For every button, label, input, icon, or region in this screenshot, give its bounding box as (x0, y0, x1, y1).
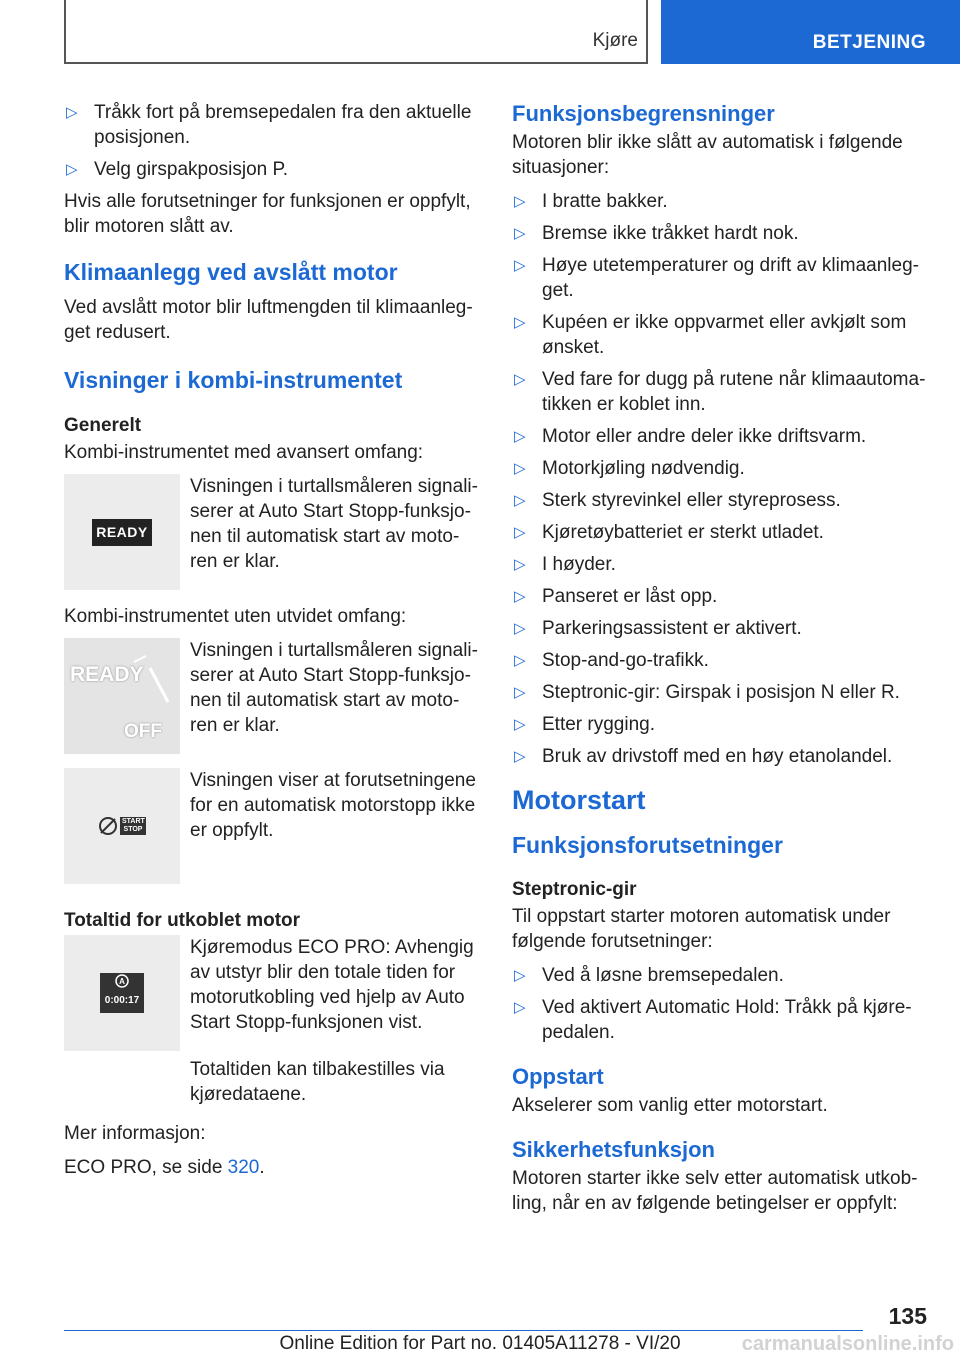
triangle-bullet-icon: ▷ (514, 588, 526, 605)
list-item: ▷ Kjøretøybatteriet er sterkt utladet. (514, 522, 824, 543)
start-stop-image (64, 768, 180, 884)
footer-divider (64, 1330, 863, 1331)
list-item: ▷ Stop-and-go-trafikk. (514, 650, 709, 671)
paragraph: Hvis alle forutsetninger for funksjonen er oppfylt, blir motoren slått av. (64, 191, 471, 237)
heading-funksjonsforutsetninger: Funksjonsforutsetninger (512, 832, 783, 858)
paragraph: Ved avslått motor blir luftmengden til klimaanleg-get redusert. (64, 297, 473, 343)
timer-badge: A 0:00:17 (100, 973, 144, 1013)
list-item: ▷ Tråkk fort på bremsepedalen fra den aktuelle posisjonen. (66, 102, 472, 148)
paragraph: Mer informasjon: (64, 1123, 206, 1144)
list-item: ▷ Høye utetemperaturer og drift av klimaanleg-get. (514, 255, 919, 301)
triangle-bullet-icon: ▷ (514, 652, 526, 669)
triangle-bullet-icon: ▷ (514, 748, 526, 765)
needle-icon (64, 638, 180, 754)
list-item: ▷ Parkeringsassistent er aktivert. (514, 618, 802, 639)
heading-generelt: Generelt (64, 415, 142, 436)
restriction-list (512, 189, 932, 769)
ready-display-image (64, 474, 180, 590)
paragraph: Kombi-instrumentet uten utvidet omfang: (64, 606, 407, 627)
triangle-bullet-icon: ▷ (514, 428, 526, 445)
triangle-bullet-icon: ▷ (514, 257, 526, 274)
triangle-bullet-icon: ▷ (514, 556, 526, 573)
heading-totaltid: Totaltid for utkoblet motor (64, 910, 301, 931)
list-item: ▷ Velg girspakposisjon P. (66, 159, 288, 180)
triangle-bullet-icon: ▷ (514, 492, 526, 509)
start-stop-crossed-icon: START STOP (98, 816, 146, 836)
list-item: ▷ Panseret er låst opp. (514, 586, 718, 607)
page-link-320[interactable]: 320 (227, 1157, 260, 1178)
paragraph: Akselerer som vanlig etter motorstart. (512, 1095, 828, 1116)
triangle-bullet-icon: ▷ (66, 161, 78, 178)
left-column (64, 100, 484, 1189)
list-item: ▷ Motor eller andre deler ikke driftsvarm. (514, 426, 867, 447)
triangle-bullet-icon: ▷ (514, 999, 526, 1016)
list-item: ▷ Sterk styrevinkel eller styreprosess. (514, 490, 841, 511)
ready-badge: READY (92, 519, 152, 546)
list-item: ▷ I høyder. (514, 554, 616, 575)
header-chapter-title: BETJENING (812, 32, 926, 53)
footer-edition: Online Edition for Part no. 01405A11278 - VI/20 (279, 1333, 681, 1354)
page-number: 135 (888, 1303, 927, 1329)
watermark: carmanualsonline.info (741, 1333, 954, 1355)
triangle-bullet-icon: ▷ (66, 104, 78, 121)
list-item: ▷ Kupéen er ikke oppvarmet eller avkjølt som ønsket. (514, 312, 907, 358)
heading-klimaanlegg: Klimaanlegg ved avslått motor (64, 259, 398, 285)
figure-caption: Kjøremodus ECO PRO: Avhengig av utstyr blir den totale tiden for motorutkobling ved hjelp av Auto Start Stopp-funksjonen vist. (190, 937, 474, 1033)
steptronic-list (512, 963, 932, 1045)
triangle-bullet-icon: ▷ (514, 460, 526, 477)
triangle-bullet-icon: ▷ (514, 620, 526, 637)
header-chapter-tab[interactable] (661, 0, 960, 64)
tachometer-ready-off-image (64, 638, 180, 754)
cross-reference: ECO PRO, se side 320. (64, 1157, 265, 1178)
list-item: ▷ Ved å løsne bremsepedalen. (514, 965, 784, 986)
triangle-bullet-icon: ▷ (514, 684, 526, 701)
figure-ready-advanced (64, 474, 484, 590)
triangle-bullet-icon: ▷ (514, 524, 526, 541)
list-item: ▷ Steptronic-gir: Girspak i posisjon N eller R. (514, 682, 900, 703)
off-label: OFF (124, 721, 162, 742)
auto-start-stop-icon (112, 973, 132, 988)
eco-timer-image (64, 935, 180, 1051)
list-item: ▷ I bratte bakker. (514, 191, 668, 212)
heading-oppstart: Oppstart (512, 1064, 604, 1089)
figure-start-stop-unavailable (64, 768, 484, 884)
header-section-box (64, 0, 648, 64)
triangle-bullet-icon: ▷ (514, 314, 526, 331)
triangle-bullet-icon: ▷ (514, 193, 526, 210)
figure-caption: Visningen i turtallsmåleren signali-serer at Auto Start Stopp-funksjo-nen til automatisk start av moto-ren er klar. (190, 640, 478, 736)
figure-caption: Visningen i turtallsmåleren signali-serer at Auto Start Stopp-funksjo-nen til automatisk start av moto-ren er klar. (190, 476, 478, 572)
heading-steptronic: Steptronic-gir (512, 879, 637, 900)
paragraph: Motoren starter ikke selv etter automatisk utkob-ling, når en av følgende betingelser er oppfylt: (512, 1168, 918, 1214)
triangle-bullet-icon: ▷ (514, 225, 526, 242)
triangle-bullet-icon: ▷ (514, 716, 526, 733)
list-item: ▷ Etter rygging. (514, 714, 655, 735)
list-item: ▷ Bremse ikke tråkket hardt nok. (514, 223, 799, 244)
triangle-bullet-icon: ▷ (514, 967, 526, 984)
right-column (512, 100, 932, 1225)
triangle-bullet-icon: ▷ (514, 371, 526, 388)
paragraph-reset: Totaltiden kan tilbakestilles via kjøredataene. (190, 1059, 445, 1105)
paragraph: Til oppstart starter motoren automatisk under følgende forutsetninger: (512, 906, 891, 952)
figure-caption: Visningen viser at forutsetningene for en automatisk motorstopp ikke er oppfylt. (190, 770, 476, 841)
figure-eco-timer (64, 935, 484, 1051)
ready-label: READY (70, 663, 144, 686)
heading-visninger: Visninger i kombi-instrumentet (64, 367, 403, 393)
list-item: ▷ Ved fare for dugg på rutene når klimaautoma-tikken er koblet inn. (514, 369, 926, 415)
figure-ready-basic (64, 638, 484, 754)
paragraph: Kombi-instrumentet med avansert omfang: (64, 442, 424, 463)
paragraph: Motoren blir ikke slått av automatisk i følgende situasjoner: (512, 132, 903, 178)
heading-sikkerhetsfunksjon: Sikkerhetsfunksjon (512, 1137, 715, 1162)
heading-funksjonsbegrensninger: Funksjonsbegrensninger (512, 101, 775, 126)
list-item: ▷ Bruk av drivstoff med en høy etanolandel. (514, 746, 893, 767)
list-item: ▷ Motorkjøling nødvendig. (514, 458, 745, 479)
heading-motorstart: Motorstart (512, 785, 646, 815)
list-item: ▷ Ved aktivert Automatic Hold: Tråkk på kjøre-pedalen. (514, 997, 912, 1043)
svg-text:A: A (119, 977, 125, 986)
header-section-title: Kjøre (592, 30, 638, 51)
